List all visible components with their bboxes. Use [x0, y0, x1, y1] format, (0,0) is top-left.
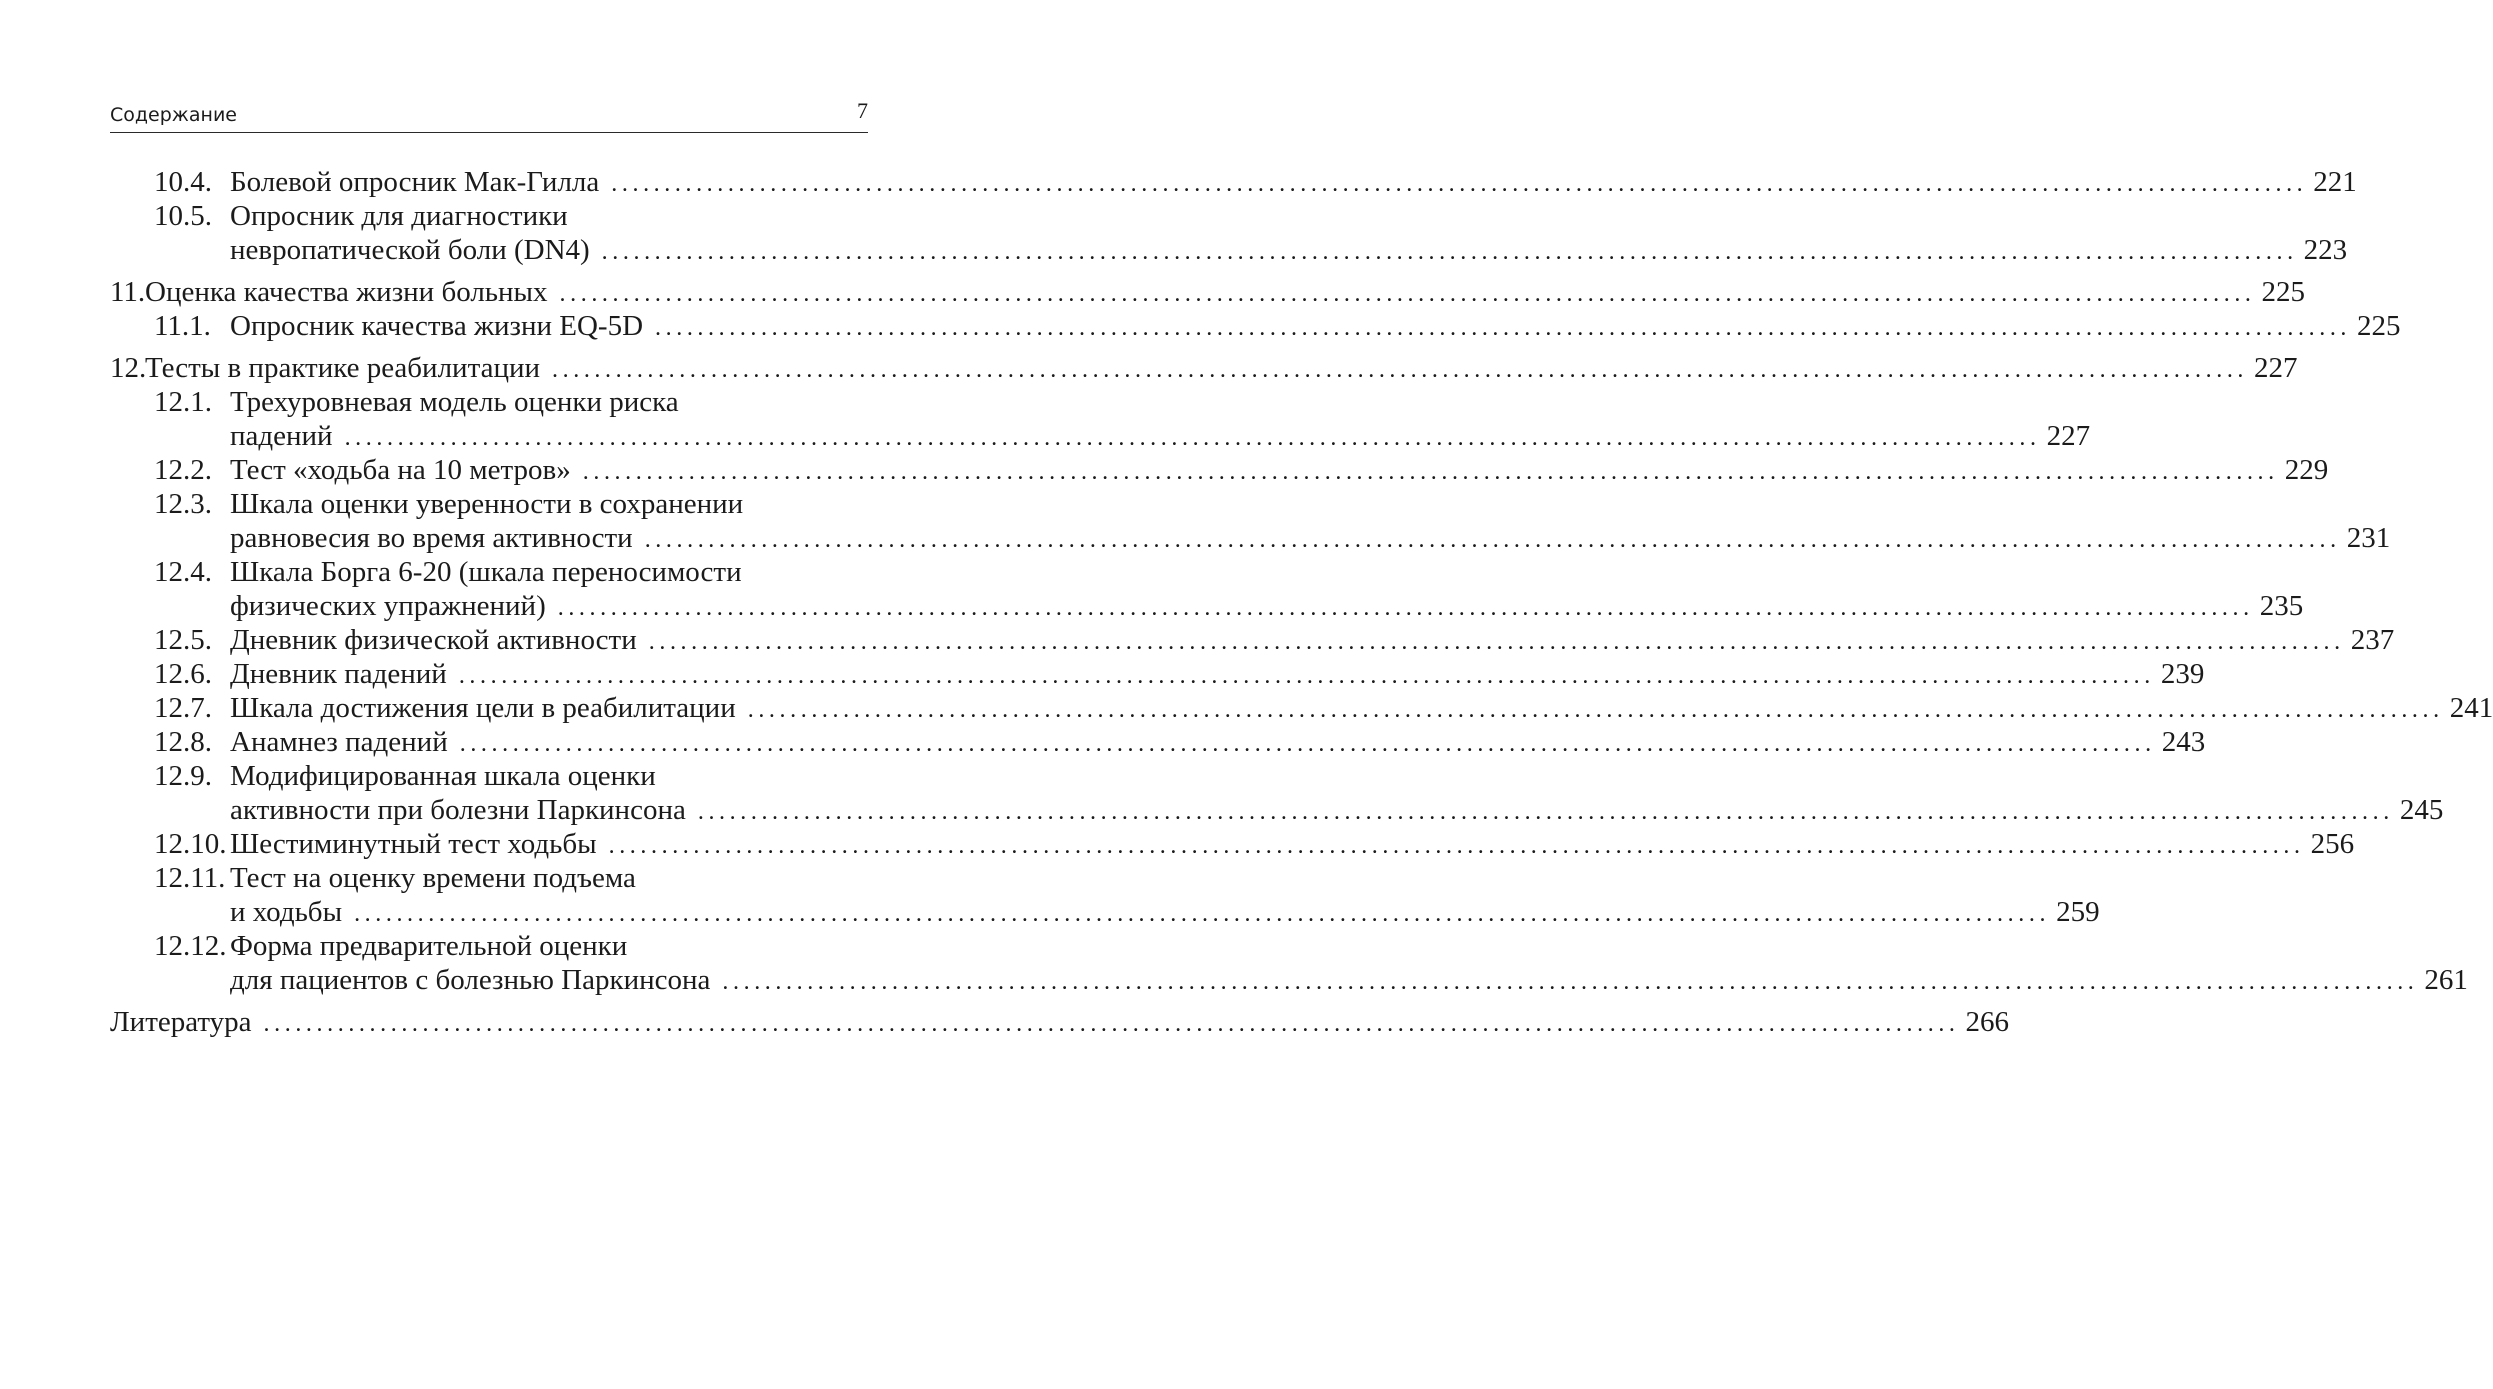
- toc-entry-number: 12.9.: [154, 760, 212, 792]
- toc-entry-number: 12.10.: [154, 828, 227, 860]
- toc-entry[interactable]: [110, 165, 2357, 199]
- toc-entry-page: 235: [2259, 590, 2304, 622]
- toc-line: [110, 199, 860, 233]
- toc-line: [110, 351, 2298, 385]
- toc-entry-title: Дневник физической активности: [230, 624, 637, 656]
- dot-leader: ................................................................................................................................................................: [344, 425, 2041, 451]
- toc-line: [110, 233, 2348, 267]
- toc-line: [110, 275, 2306, 309]
- dot-leader: ................................................................................................................................................................: [354, 901, 2051, 927]
- dot-leader: ................................................................................................................................................................: [608, 833, 2305, 859]
- toc-entry-page: 256: [2310, 828, 2355, 860]
- dot-leader: ................................................................................................................................................................: [648, 629, 2345, 655]
- toc-entry[interactable]: [110, 929, 2468, 997]
- toc-entry[interactable]: [110, 759, 2444, 827]
- toc-entry-title: Тест «ходьба на 10 метров»: [230, 454, 571, 486]
- toc-entry[interactable]: [110, 555, 2304, 623]
- toc-entry-page: 266: [1965, 1006, 2010, 1038]
- toc-entry-page: 227: [2046, 420, 2091, 452]
- toc-entry-page: 237: [2350, 624, 2395, 656]
- toc-entry[interactable]: [110, 487, 2391, 555]
- toc-entry-title: физических упражнений): [230, 590, 546, 622]
- toc-entry-title: Анамнез падений: [230, 726, 448, 758]
- toc-entry-title: активности при болезни Паркинсона: [230, 794, 686, 826]
- dot-leader: ................................................................................................................................................................: [459, 731, 2156, 757]
- toc-entry-page: 229: [2284, 454, 2329, 486]
- toc-line: [110, 419, 2091, 453]
- toc-line: [110, 555, 860, 589]
- toc-entry[interactable]: [110, 351, 2298, 385]
- toc-entry[interactable]: [110, 861, 2100, 929]
- dot-leader: ................................................................................................................................................................: [722, 969, 2419, 995]
- toc-entry-number: 12.11.: [154, 862, 226, 894]
- toc-entry-number: 12.12.: [154, 930, 227, 962]
- toc-line: [110, 1005, 2010, 1039]
- toc-entry-title: Тест на оценку времени подъема: [230, 862, 636, 894]
- toc-entry-title: Модифицированная шкала оценки: [230, 760, 656, 792]
- toc-entry-title: Дневник падений: [230, 658, 447, 690]
- toc-entry-number: 10.5.: [154, 200, 212, 232]
- toc-entry-page: 227: [2254, 352, 2298, 384]
- toc-entry-number: 12.4.: [154, 556, 212, 588]
- toc-entry-title: падений: [230, 420, 333, 452]
- toc-line: [110, 385, 860, 419]
- toc-entry-page: 225: [2261, 276, 2306, 308]
- header-rule: [110, 132, 868, 133]
- toc-entry-number: 10.4.: [154, 166, 212, 198]
- toc-entry-title: Оценка качества жизни больных: [145, 276, 548, 308]
- dot-leader: ................................................................................................................................................................: [559, 281, 2256, 307]
- dot-leader: ................................................................................................................................................................: [557, 595, 2254, 621]
- toc-entry-title: Болевой опросник Мак-Гилла: [230, 166, 600, 198]
- toc-line: [110, 963, 2468, 997]
- toc-line: [110, 487, 860, 521]
- toc-line: [110, 861, 860, 895]
- toc-entry[interactable]: [110, 199, 2348, 267]
- toc-entry-number: 11.: [110, 276, 146, 308]
- toc-entry-page: 243: [2161, 726, 2206, 758]
- toc-line: [110, 691, 2493, 725]
- toc-entry-title: Шкала оценки уверенности в сохранении: [230, 488, 744, 520]
- toc-entry[interactable]: [110, 275, 2306, 309]
- toc-entry-title: Опросник качества жизни EQ-5D: [230, 310, 644, 342]
- toc-entry-title: Трехуровневая модель оценки риска: [230, 386, 679, 418]
- toc-entry[interactable]: [110, 827, 2355, 861]
- toc-entry-page: 259: [2056, 896, 2100, 928]
- toc-entry-number: 11.1.: [154, 310, 211, 342]
- toc-line: [110, 929, 860, 963]
- toc-line: [110, 589, 2304, 623]
- toc-entry[interactable]: [110, 385, 2091, 453]
- toc-line: [110, 521, 2391, 555]
- toc-entry-number: 12.2.: [154, 454, 212, 486]
- toc-line: [110, 827, 2355, 861]
- toc-entry-page: 231: [2346, 522, 2391, 554]
- toc-entry-title: Форма предварительной оценки: [230, 930, 628, 962]
- toc-entry[interactable]: [110, 309, 2401, 343]
- dot-leader: ................................................................................................................................................................: [552, 357, 2249, 383]
- toc-entry-title: Шестиминутный тест ходьбы: [230, 828, 597, 860]
- dot-leader: ................................................................................................................................................................: [697, 799, 2394, 825]
- dot-leader: ................................................................................................................................................................: [747, 697, 2444, 723]
- dot-leader: ................................................................................................................................................................: [655, 315, 2352, 341]
- toc-entry[interactable]: [110, 1005, 2010, 1039]
- dot-leader: ................................................................................................................................................................: [611, 171, 2308, 197]
- toc-line: [110, 895, 2100, 929]
- toc-entry-page: 225: [2357, 310, 2401, 342]
- toc-entry-title: Литература: [110, 1006, 252, 1038]
- toc-entry-number: 12.7.: [154, 692, 212, 724]
- toc-entry[interactable]: [110, 453, 2329, 487]
- toc-entry-number: 12.8.: [154, 726, 212, 758]
- toc-line: [110, 623, 2395, 657]
- toc-line: [110, 759, 860, 793]
- toc-entry-title: для пациентов с болезнью Паркинсона: [230, 964, 711, 996]
- dot-leader: ................................................................................................................................................................: [582, 459, 2279, 485]
- toc-entry-number: 12.6.: [154, 658, 212, 690]
- toc-entry-page: 239: [2160, 658, 2205, 690]
- toc-entry-page: 223: [2303, 234, 2348, 266]
- toc-entry-page: 221: [2313, 166, 2357, 198]
- toc-entry-number: 12.3.: [154, 488, 212, 520]
- toc-line: [110, 657, 2205, 691]
- dot-leader: ................................................................................................................................................................: [458, 663, 2155, 689]
- toc-line: [110, 793, 2444, 827]
- toc-entry[interactable]: [110, 657, 2205, 691]
- toc-entry-title: Опросник для диагностики: [230, 200, 568, 232]
- running-head: [110, 96, 868, 132]
- toc-entry-title: невропатической боли (DN4): [230, 234, 590, 266]
- toc-entry-page: 241: [2449, 692, 2493, 724]
- toc-line: [110, 725, 2206, 759]
- toc-entry-page: 261: [2424, 964, 2468, 996]
- running-head-title: Содержание: [110, 104, 237, 126]
- toc-entry[interactable]: [110, 691, 2493, 725]
- toc-entry-title: Шкала Борга 6-20 (шкала переносимости: [230, 556, 742, 588]
- toc-entry-title: Шкала достижения цели в реабилитации: [230, 692, 736, 724]
- toc-line: [110, 165, 2357, 199]
- dot-leader: ................................................................................................................................................................: [263, 1011, 1960, 1037]
- toc-entry-page: 245: [2399, 794, 2444, 826]
- toc-entry-title: равновесия во время активности: [230, 522, 633, 554]
- toc-line: [110, 309, 2401, 343]
- toc-line: [110, 453, 2329, 487]
- toc-entry-number: 12.5.: [154, 624, 212, 656]
- toc-entry[interactable]: [110, 623, 2395, 657]
- toc-entry-number: 12.1.: [154, 386, 212, 418]
- table-of-contents: [110, 165, 2493, 1039]
- toc-entry-title: и ходьбы: [230, 896, 343, 928]
- page-number: 7: [857, 98, 868, 123]
- toc-entry[interactable]: [110, 725, 2206, 759]
- dot-leader: ................................................................................................................................................................: [601, 239, 2298, 265]
- toc-entry-title: Тесты в практике реабилитации: [145, 352, 541, 384]
- toc-entry-number: 12.: [110, 352, 147, 384]
- dot-leader: ................................................................................................................................................................: [644, 527, 2341, 553]
